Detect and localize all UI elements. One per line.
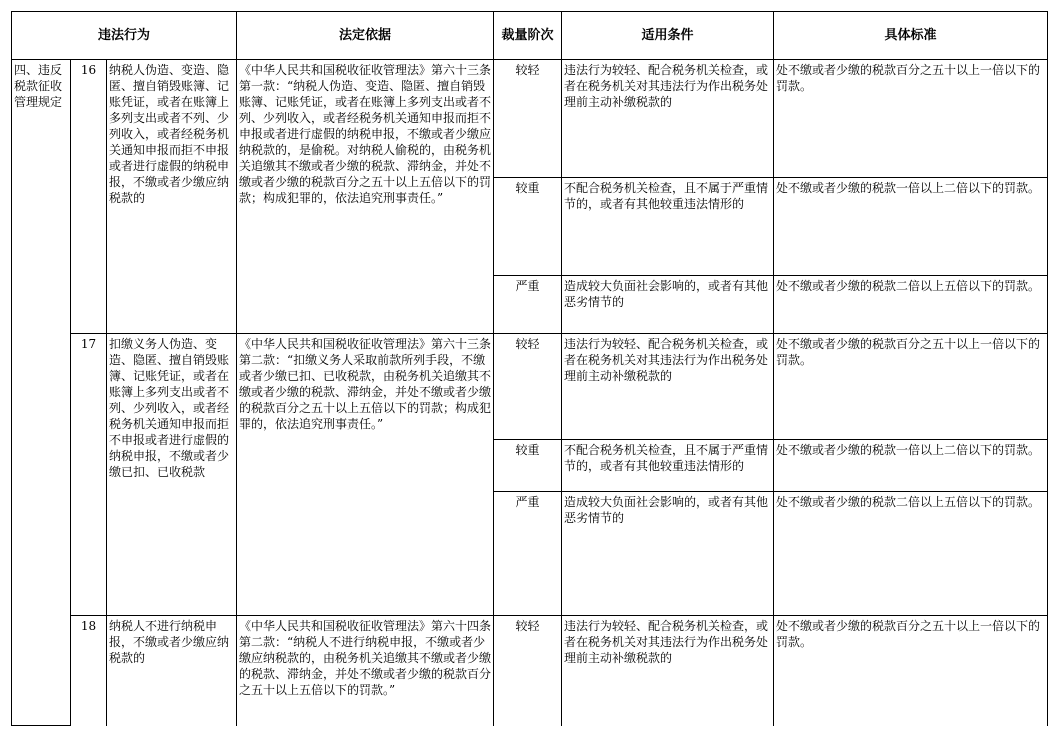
condition-cell: 造成较大负面社会影响的，或者有其他恶劣情节的 bbox=[562, 276, 774, 334]
basis-cell: 《中华人民共和国税收征收管理法》第六十三条第一款：“纳税人伪造、变造、隐匿、擅自销毁账簿、记账凭证，或者在账簿上多列支出或者不列、少列收入，或者经税务机关通知申报而拒不申报或者进行虚假的纳税申报，不缴或者少缴应纳税款的，是偷税。对纳税人偷税的，由税务机关追缴其不缴或者少缴的税款、滞纳金，并处不缴或者少缴的税款百分之五十以上五倍以下的罚款；构成犯罪的，依法追究刑事责任。” bbox=[237, 60, 494, 334]
level-cell: 严重 bbox=[494, 492, 562, 616]
level-cell: 较重 bbox=[494, 440, 562, 492]
standard-cell: 处不缴或者少缴的税款二倍以上五倍以下的罚款。 bbox=[774, 276, 1048, 334]
category-cell: 四、违反税款征收管理规定 bbox=[12, 60, 71, 726]
header-basis: 法定依据 bbox=[237, 12, 494, 60]
condition-cell: 违法行为较轻、配合税务机关检查，或者在税务机关对其违法行为作出税务处理前主动补缴税款的 bbox=[562, 60, 774, 178]
level-cell: 较轻 bbox=[494, 616, 562, 726]
condition-cell: 违法行为较轻、配合税务机关检查，或者在税务机关对其违法行为作出税务处理前主动补缴税款的 bbox=[562, 616, 774, 726]
condition-cell: 造成较大负面社会影响的，或者有其他恶劣情节的 bbox=[562, 492, 774, 616]
header-standard: 具体标准 bbox=[774, 12, 1048, 60]
basis-cell: 《中华人民共和国税收征收管理法》第六十四条第二款：“纳税人不进行纳税申报，不缴或者少缴应纳税款的，由税务机关追缴其不缴或者少缴的税款、滞纳金，并处不缴或者少缴的税款百分之五十以上五倍以下的罚款。” bbox=[237, 616, 494, 726]
standard-cell: 处不缴或者少缴的税款二倍以上五倍以下的罚款。 bbox=[774, 492, 1048, 616]
standard-cell: 处不缴或者少缴的税款百分之五十以上一倍以下的罚款。 bbox=[774, 616, 1048, 726]
behavior-cell: 纳税人不进行纳税申报，不缴或者少缴应纳税款的 bbox=[107, 616, 237, 726]
condition-cell: 违法行为较轻、配合税务机关检查，或者在税务机关对其违法行为作出税务处理前主动补缴税款的 bbox=[562, 334, 774, 440]
level-cell: 较轻 bbox=[494, 60, 562, 178]
level-cell: 严重 bbox=[494, 276, 562, 334]
standard-cell: 处不缴或者少缴的税款百分之五十以上一倍以下的罚款。 bbox=[774, 60, 1048, 178]
level-cell: 较重 bbox=[494, 178, 562, 276]
item-number: 17 bbox=[71, 334, 107, 616]
condition-cell: 不配合税务机关检查，且不属于严重情节的，或者有其他较重违法情形的 bbox=[562, 178, 774, 276]
item-number: 16 bbox=[71, 60, 107, 334]
penalty-standards-table bbox=[11, 11, 1048, 726]
header-level: 裁量阶次 bbox=[494, 12, 562, 60]
header-behavior: 违法行为 bbox=[12, 12, 237, 60]
standard-cell: 处不缴或者少缴的税款百分之五十以上一倍以下的罚款。 bbox=[774, 334, 1048, 440]
behavior-cell: 纳税人伪造、变造、隐匿、擅自销毁账簿、记账凭证，或者在账簿上多列支出或者不列、少列收入，或者经税务机关通知申报而拒不申报或者进行虚假的纳税申报，不缴或者少缴应纳税款的 bbox=[107, 60, 237, 334]
standard-cell: 处不缴或者少缴的税款一倍以上二倍以下的罚款。 bbox=[774, 440, 1048, 492]
behavior-cell: 扣缴义务人伪造、变造、隐匿、擅自销毁账簿、记账凭证，或者在账簿上多列支出或者不列、少列收入，或者经税务机关通知申报而拒不申报或者进行虚假的纳税申报，不缴或者少缴已扣、已收税款 bbox=[107, 334, 237, 616]
standard-cell: 处不缴或者少缴的税款一倍以上二倍以下的罚款。 bbox=[774, 178, 1048, 276]
table-row bbox=[12, 334, 1048, 440]
basis-cell: 《中华人民共和国税收征收管理法》第六十三条第二款：“扣缴义务人采取前款所列手段，不缴或者少缴已扣、已收税款，由税务机关追缴其不缴或者少缴的税款、滞纳金，并处不缴或者少缴的税款百分之五十以上五倍以下的罚款；构成犯罪的，依法追究刑事责任。” bbox=[237, 334, 494, 616]
header-condition: 适用条件 bbox=[562, 12, 774, 60]
header-row bbox=[12, 12, 1048, 60]
table-row bbox=[12, 60, 1048, 178]
level-cell: 较轻 bbox=[494, 334, 562, 440]
condition-cell: 不配合税务机关检查，且不属于严重情节的，或者有其他较重违法情形的 bbox=[562, 440, 774, 492]
item-number: 18 bbox=[71, 616, 107, 726]
table-row bbox=[12, 616, 1048, 726]
